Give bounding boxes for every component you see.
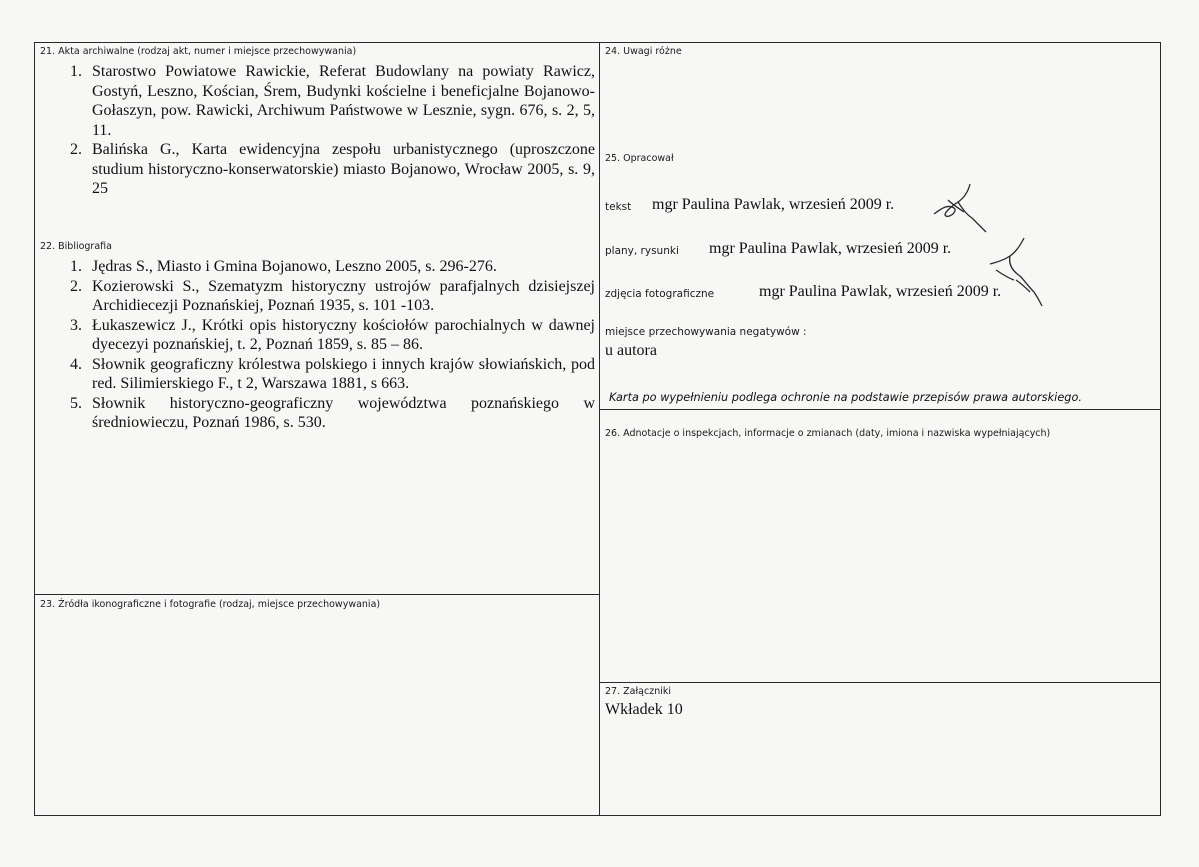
list-item (70, 394, 595, 433)
section-22-list (70, 257, 595, 433)
section-26-divider (599, 409, 1161, 410)
plany-value: mgr Paulina Pawlak, wrzesień 2009 r. (709, 240, 952, 257)
section-27-value: Wkładek 10 (605, 701, 683, 718)
item-number: 3. (70, 316, 82, 334)
section-25-header: 25. Opracował (605, 153, 674, 164)
section-21-header: 21. Akta archiwalne (rodzaj akt, numer i miejsce przechowywania) (40, 46, 357, 57)
section-26-header: 26. Adnotacje o inspekcjach, informacje o zmianach (daty, imiona i nazwiska wypełniających) (605, 428, 1051, 439)
negatywy-label: miejsce przechowywania negatywów : (605, 326, 807, 338)
section-23-header: 23. Źródła ikonograficzne i fotografie (rodzaj, miejsce przechowywania) (40, 599, 381, 610)
tekst-label: tekst (605, 201, 632, 213)
list-item (70, 355, 595, 394)
item-text: Kozierowski S., Szematyzm historyczny ustrojów parafjalnych dzisiejszej Archidiecezji Poznańskiej, Poznań 1935, s. 101 -103. (92, 277, 595, 314)
section-27-divider (599, 682, 1161, 683)
section-21-list (70, 62, 595, 199)
item-number: 1. (70, 63, 82, 80)
list-item (70, 62, 595, 140)
section-22-header: 22. Bibliografia (40, 241, 112, 252)
item-number: 2. (70, 277, 82, 295)
item-number: 2. (70, 141, 82, 158)
item-number: 4. (70, 355, 82, 373)
negatywy-value: u autora (605, 342, 657, 359)
tekst-value: mgr Paulina Pawlak, wrzesień 2009 r. (652, 196, 895, 213)
signature-2 (986, 236, 1046, 310)
item-text: Balińska G., Karta ewidencyjna zespołu urbanistycznego (uproszczone studium historyczno-konserwatorskie) miasto Bojanowo, Wrocław 2005, s. 9, 25 (92, 141, 595, 197)
section-23-divider (34, 594, 600, 595)
zdjecia-label: zdjęcia fotograficzne (605, 288, 715, 300)
zdjecia-value: mgr Paulina Pawlak, wrzesień 2009 r. (759, 283, 1002, 300)
item-number: 1. (70, 258, 82, 275)
item-text: Słownik historyczno-geograficzny województwa poznańskiego w średniowieczu, Poznań 1986, s. 530. (92, 394, 595, 431)
item-number: 5. (70, 394, 82, 412)
item-text: Starostwo Powiatowe Rawickie, Referat Budowlany na powiaty Rawicz, Gostyń, Leszno, Kościan, Śrem, Budynki kościelne i beneficjalne Bojanowo-Gołaszyn, pow. Rawicki, Archiwum Państwowe w Lesznie, sygn. 676, s. 2, 5, 11. (92, 63, 595, 139)
plany-label: plany, rysunki (605, 245, 679, 257)
list-item (70, 316, 595, 355)
item-text: Słownik geograficzny królestwa polskiego i innych krajów słowiańskich, pod red. Silimierskiego F., t 2, Warszawa 1881, s 663. (92, 355, 595, 392)
column-divider (599, 42, 600, 816)
list-item (70, 257, 595, 277)
signature-1 (928, 178, 990, 240)
copyright-note: Karta po wypełnieniu podlega ochronie na podstawie przepisów prawa autorskiego. (609, 391, 1082, 404)
item-text: Łukaszewicz J., Krótki opis historyczny kościołów parochialnych w dawnej dyecezyi poznańskiej, t. 2, Poznań 1859, s. 85 – 86. (92, 316, 595, 353)
item-text: Jędras S., Miasto i Gmina Bojanowo, Leszno 2005, s. 296-276. (92, 258, 497, 275)
list-item (70, 277, 595, 316)
section-24-header: 24. Uwagi różne (605, 46, 682, 57)
list-item (70, 140, 595, 199)
section-27-header: 27. Załączniki (605, 686, 671, 697)
